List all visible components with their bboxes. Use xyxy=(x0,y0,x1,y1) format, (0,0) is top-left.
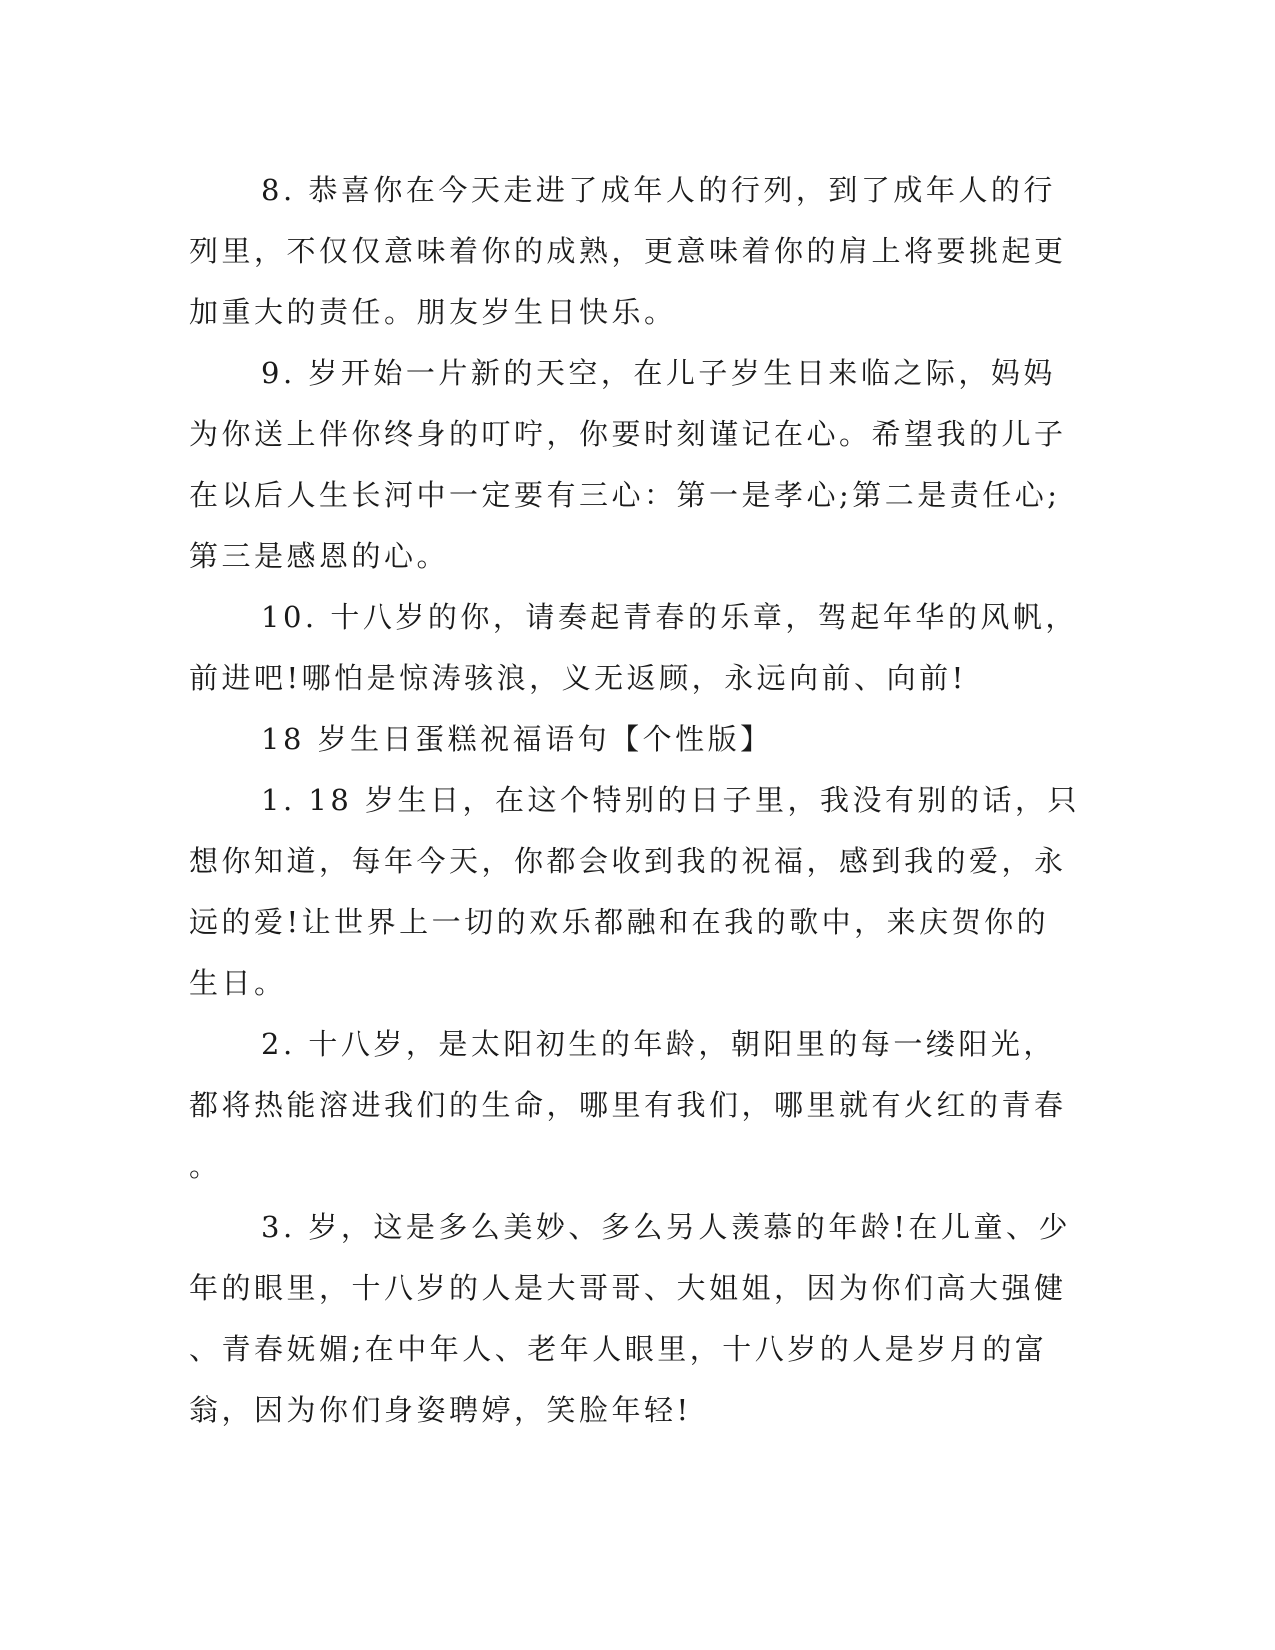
paragraph-wish-3 xyxy=(189,1197,1079,1441)
text-line: 、青春妩媚;在中年人、老年人眼里，十八岁的人是岁月的富 xyxy=(189,1332,1048,1366)
text-line: 远的爱!让世界上一切的欢乐都融和在我的歌中，来庆贺你的 xyxy=(189,905,1050,939)
text-line: 加重大的责任。朋友岁生日快乐。 xyxy=(189,295,677,329)
text-line: 10. 十八岁的你，请奏起青春的乐章，驾起年华的风帆， xyxy=(261,600,1078,634)
text-line: 第三是感恩的心。 xyxy=(189,539,450,573)
text-line: 前进吧!哪怕是惊涛骇浪，义无返顾，永远向前、向前! xyxy=(189,661,967,695)
paragraph-wish-10 xyxy=(189,587,1079,709)
paragraph-wish-1 xyxy=(189,770,1079,1014)
paragraph-wish-8 xyxy=(189,160,1079,343)
document-body xyxy=(189,160,1079,1441)
text-line: 3. 岁，这是多么美妙、多么另人羡慕的年龄!在儿童、少 xyxy=(261,1210,1072,1244)
text-line: 为你送上伴你终身的叮咛，你要时刻谨记在心。希望我的儿子 xyxy=(189,417,1067,451)
paragraph-wish-2 xyxy=(189,1014,1079,1197)
text-line: 8. 恭喜你在今天走进了成年人的行列，到了成年人的行 xyxy=(261,173,1056,207)
text-line: 生日。 xyxy=(189,966,287,1000)
text-line: 年的眼里，十八岁的人是大哥哥、大姐姐，因为你们高大强健 xyxy=(189,1271,1067,1305)
text-line: 翁，因为你们身姿聘婷，笑脸年轻! xyxy=(189,1393,692,1427)
heading-line: 18 岁生日蛋糕祝福语句【个性版】 xyxy=(261,722,773,756)
text-line: 2. 十八岁，是太阳初生的年龄，朝阳里的每一缕阳光， xyxy=(261,1027,1056,1061)
text-line: 都将热能溶进我们的生命，哪里有我们，哪里就有火红的青春 xyxy=(189,1088,1067,1122)
text-line: 9. 岁开始一片新的天空，在儿子岁生日来临之际，妈妈 xyxy=(261,356,1056,390)
text-line: 列里，不仅仅意味着你的成熟，更意味着你的肩上将要挑起更 xyxy=(189,234,1067,268)
text-line: 。 xyxy=(189,1149,222,1183)
paragraph-wish-9 xyxy=(189,343,1079,587)
text-line: 想你知道，每年今天，你都会收到我的祝福，感到我的爱，永 xyxy=(189,844,1067,878)
text-line: 1. 18 岁生日，在这个特别的日子里，我没有别的话，只 xyxy=(261,783,1081,817)
section-heading xyxy=(189,709,1079,770)
text-line: 在以后人生长河中一定要有三心：第一是孝心;第二是责任心; xyxy=(189,478,1061,512)
